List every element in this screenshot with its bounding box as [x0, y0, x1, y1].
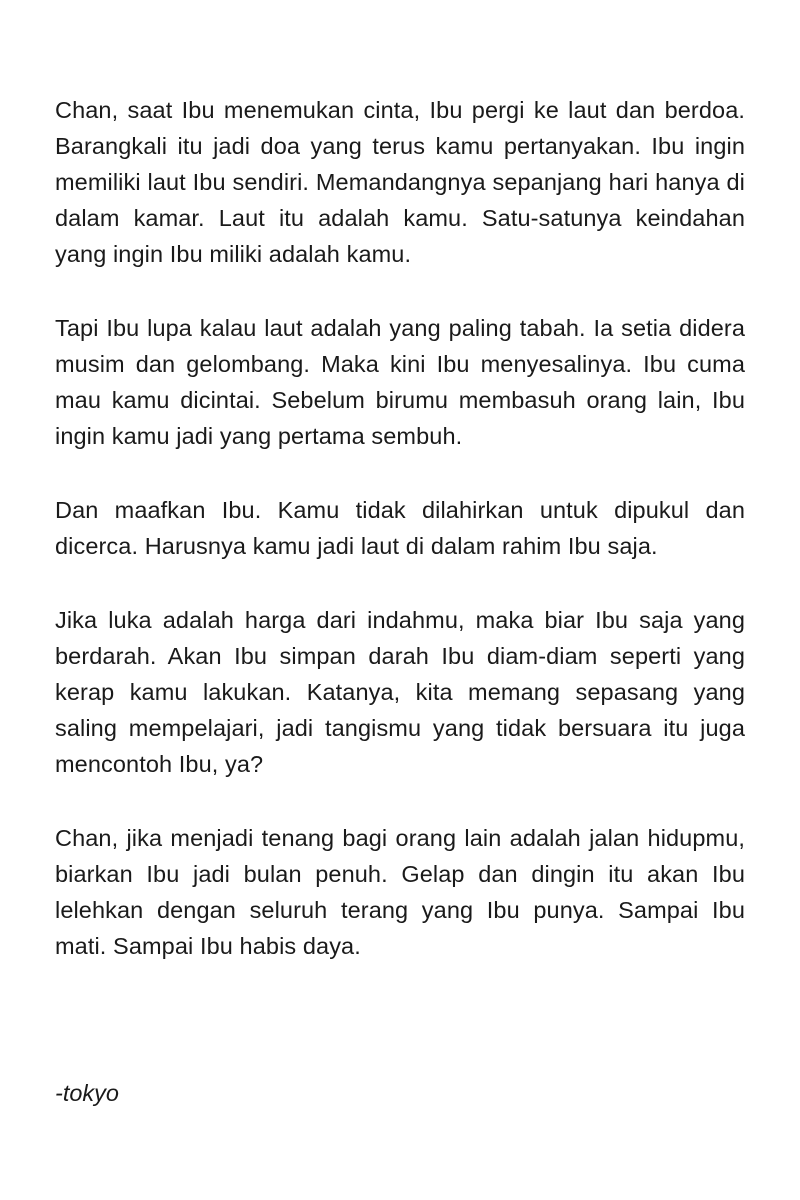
author-signature: -tokyo — [55, 1080, 119, 1106]
paragraph-3: Dan maafkan Ibu. Kamu tidak dilahirkan untuk dipukul dan dicerca. Harusnya kamu jadi laut di dalam rahim Ibu saja. — [55, 497, 745, 559]
paragraph-1: Chan, saat Ibu menemukan cinta, Ibu pergi ke laut dan berdoa. Barangkali itu jadi doa yang terus kamu pertanyakan. Ibu ingin memiliki laut Ibu sendiri. Memandangnya sepanjang hari hanya di dalam kamar. Laut itu adalah kamu. Satu-satunya keindahan yang ingin Ibu miliki adalah kamu. — [55, 97, 745, 267]
paragraph-2: Tapi Ibu lupa kalau laut adalah yang paling tabah. Ia setia didera musim dan gelombang. Maka kini Ibu menyesalinya. Ibu cuma mau kamu dicintai. Sebelum birumu membasuh orang lain, Ibu ingin kamu jadi yang pertama sembuh. — [55, 315, 745, 449]
letter-body — [55, 92, 745, 1002]
paragraph-4: Jika luka adalah harga dari indahmu, maka biar Ibu saja yang berdarah. Akan Ibu simpan darah Ibu diam-diam seperti yang kerap kamu lakukan. Katanya, kita memang sepasang yang saling mempelajari, jadi tangismu yang tidak bersuara itu juga mencontoh Ibu, ya? — [55, 607, 745, 777]
paragraph-5: Chan, jika menjadi tenang bagi orang lain adalah jalan hidupmu, biarkan Ibu jadi bulan penuh. Gelap dan dingin itu akan Ibu lelehkan dengan seluruh terang yang Ibu punya. Sampai Ibu mati. Sampai Ibu habis daya. — [55, 825, 745, 959]
